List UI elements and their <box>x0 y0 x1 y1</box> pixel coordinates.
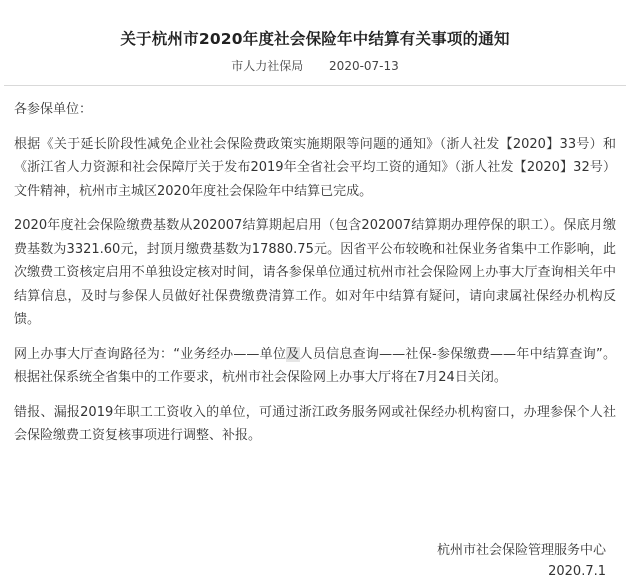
paragraph-correction: 错报、漏报2019年职工工资收入的单位，可通过浙江政务服务网或社保经办机构窗口，办理参保个人社会保险缴费工资复核事项进行调整、补报。 <box>14 404 616 443</box>
article-meta <box>0 57 630 74</box>
query-path-text-start: 网上办事大厅查询路径为：“业务经办——单位 <box>14 346 287 362</box>
issuer-signature: 杭州市社会保险管理服务中心 <box>436 543 606 558</box>
selected-text-highlight: 及 <box>286 346 300 362</box>
paragraph-basis: 根据《关于延长阶段性减免企业社会保险费政策实施期限等问题的通知》（浙人社发【2020】33号）和《浙江省人力资源和社会保障厅关于发布2019年全省社会平均工资的通知》（浙人社发【2020】32号）文件精神，杭州市主城区2020年度社会保险年中结算已完成。 <box>14 136 616 199</box>
salutation: 各参保单位： <box>14 102 93 117</box>
article-body <box>14 98 616 459</box>
paragraph-query-path <box>14 343 616 390</box>
header-divider <box>4 85 626 86</box>
page-title: 关于杭州市2020年度社会保险年中结算有关事项的通知 <box>120 30 510 48</box>
paragraph-contribution-base: 2020年度社会保险缴费基数从202007结算期起启用（包含202007结算期办理停保的职工）。保底月缴费基数为3321.60元，封顶月缴费基数为17880.75元。因省平公布较晚和社保业务省集中工作影响，此次缴费工资核定启用不单独设定核对时间，请各参保单位通过杭州市社会保险网上办事大厅查询相关年中结算信息，及时与参保人员做好社保费缴费清算工作。如对年中结算有疑问，请向隶属社保经办机构反馈。 <box>14 218 616 327</box>
publisher-label: 市人力社保局 <box>231 59 304 73</box>
publish-date: 2020-07-13 <box>329 59 399 73</box>
query-path-text-end: 人员信息查询——社保-参保缴费——年中结算查询”。根据社保系统全省集中的工作要求，杭州市社会保险网上办事大厅将在7月24日关闭。 <box>14 346 616 385</box>
issue-date: 2020.7.1 <box>548 564 606 579</box>
